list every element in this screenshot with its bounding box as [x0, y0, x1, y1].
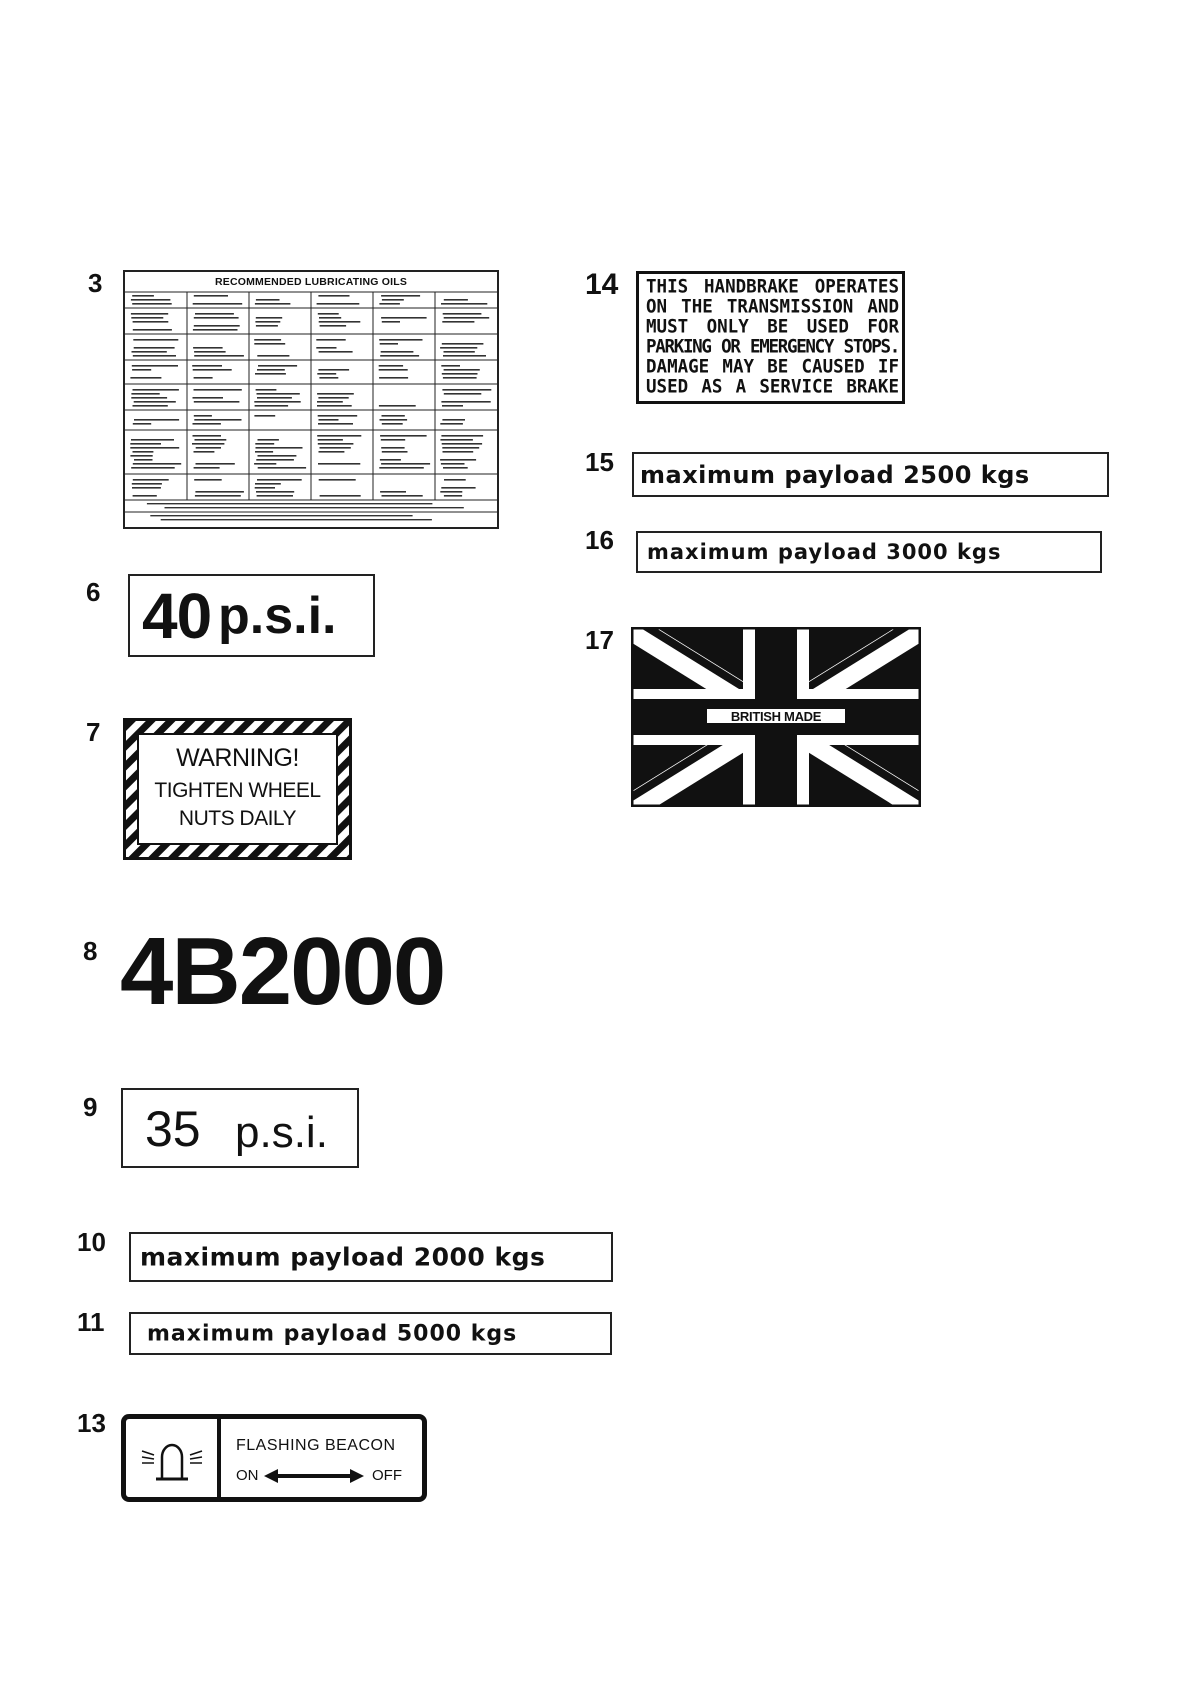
- item-number-8: 8: [83, 936, 98, 966]
- warning-line-3: NUTS DAILY: [178, 807, 297, 830]
- wheel-nut-warning-label: [123, 718, 352, 860]
- payload-plate-2500: [632, 452, 1109, 497]
- beacon-title: FLASHING BEACON: [236, 1437, 396, 1454]
- flashing-beacon-switch-label: [121, 1414, 427, 1502]
- item-number-15: 15: [585, 447, 614, 477]
- beacon-light-icon: [132, 1429, 212, 1489]
- warning-line-2: TIGHTEN WHEEL: [154, 779, 321, 802]
- handbrake-line-4: PARKING OR EMERGENCY STOPS.: [646, 337, 899, 358]
- payload-2500-text: maximum payload 2500 kgs: [640, 460, 1030, 489]
- item-number-14: 14: [585, 268, 619, 301]
- lubricating-oils-chart: [123, 270, 499, 529]
- psi35-number: 35: [145, 1101, 201, 1157]
- handbrake-warning-label: [636, 271, 905, 404]
- warning-heading: WARNING!: [176, 744, 299, 772]
- payload-plate-2000: [129, 1232, 613, 1282]
- psi40-number: 40: [142, 580, 212, 652]
- payload-plate-5000: [129, 1312, 612, 1355]
- payload-2000-text: maximum payload 2000 kgs: [140, 1242, 546, 1272]
- item-number-13: 13: [77, 1408, 106, 1438]
- item-number-3: 3: [88, 268, 103, 298]
- handbrake-line-1: THIS HANDBRAKE OPERATES: [646, 277, 899, 298]
- oil-chart-title: RECOMMENDED LUBRICATING OILS: [214, 276, 408, 288]
- double-arrow-icon: [264, 1469, 364, 1483]
- item-number-16: 16: [585, 525, 614, 555]
- payload-plate-3000: [636, 531, 1102, 573]
- model-code-decal: 4B2000: [120, 918, 445, 1025]
- payload-3000-text: maximum payload 3000 kgs: [647, 540, 1002, 564]
- beacon-divider: [217, 1419, 221, 1497]
- psi40-unit: p.s.i.: [218, 587, 337, 645]
- british-made-flag-label: [631, 627, 921, 807]
- payload-5000-text: maximum payload 5000 kgs: [147, 1321, 518, 1346]
- handbrake-line-2: ON THE TRANSMISSION AND: [646, 297, 899, 318]
- item-number-17: 17: [585, 625, 614, 655]
- item-number-6: 6: [86, 577, 101, 607]
- tyre-pressure-35-label: [121, 1088, 359, 1168]
- tyre-pressure-40-label: [128, 574, 375, 657]
- psi35-unit: p.s.i.: [235, 1108, 328, 1157]
- item-number-7: 7: [86, 717, 101, 747]
- oil-chart-table-graphic: [125, 272, 497, 527]
- british-made-label: BRITISH MADE: [705, 707, 847, 725]
- item-number-11: 11: [77, 1307, 105, 1337]
- handbrake-line-5: DAMAGE MAY BE CAUSED IF: [646, 357, 899, 378]
- beacon-off-label: OFF: [372, 1467, 402, 1484]
- item-number-10: 10: [77, 1227, 106, 1257]
- handbrake-line-3: MUST ONLY BE USED FOR: [646, 317, 899, 338]
- item-number-9: 9: [83, 1092, 98, 1122]
- handbrake-line-6: USED AS A SERVICE BRAKE: [646, 377, 899, 398]
- beacon-on-label: ON: [236, 1467, 259, 1484]
